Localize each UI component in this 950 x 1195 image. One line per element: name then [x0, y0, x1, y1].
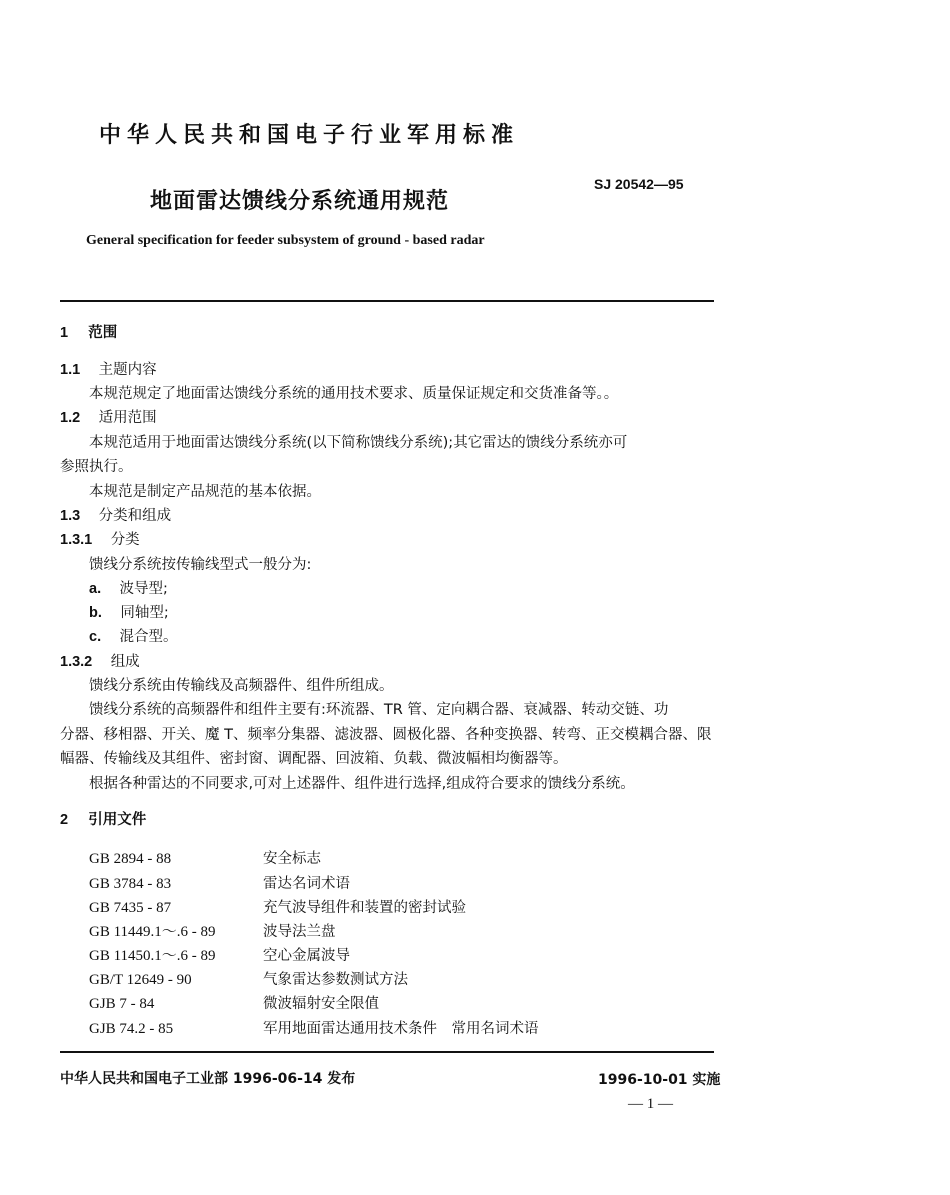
section-number: 2	[60, 812, 69, 828]
standard-type-heading: 中华人民共和国电子行业军用标准	[99, 123, 520, 148]
reference-title: 波导法兰盘	[263, 924, 336, 940]
section-title: 组成	[110, 654, 140, 670]
section-1-heading	[60, 321, 117, 342]
list-text: 同轴型;	[120, 605, 169, 621]
document-title-cn: 地面雷达馈线分系统通用规范	[150, 189, 450, 214]
reference-code: GB 11449.1～.6 - 89	[89, 924, 216, 940]
reference-code: GB 3784 - 83	[89, 876, 172, 892]
section-title: 分类	[110, 532, 140, 548]
section-1-3-1-heading	[60, 528, 140, 549]
list-text: 混合型。	[119, 629, 178, 645]
section-number: 1	[60, 325, 69, 341]
section-title: 主题内容	[98, 362, 157, 378]
section-number: 1.3	[60, 508, 81, 524]
effective-date: 1996-10-01 实施	[598, 1072, 721, 1088]
reference-code: GB 2894 - 88	[89, 851, 172, 867]
section-2-heading	[60, 808, 146, 829]
composition-paragraph-line: 分器、移相器、开关、魔 T、频率分集器、滤波器、圆极化器、各种变换器、转弯、正交模耦合器、限	[60, 727, 712, 743]
reference-code: GJB 7 - 84	[89, 996, 155, 1012]
reference-row	[89, 872, 350, 893]
list-item	[89, 625, 178, 646]
reference-title: 充气波导组件和装置的密封试验	[263, 900, 466, 916]
list-marker: c.	[89, 629, 102, 645]
reference-title: 微波辐射安全限值	[263, 996, 379, 1012]
list-marker: a.	[89, 581, 102, 597]
reference-title: 安全标志	[263, 851, 321, 867]
reference-code: GB 7435 - 87	[89, 900, 172, 916]
reference-row	[89, 896, 466, 917]
list-item	[89, 601, 169, 622]
section-title: 适用范围	[98, 410, 157, 426]
header-divider	[60, 300, 714, 302]
composition-paragraph-line: 幅器、传输线及其组件、密封窗、调配器、回波箱、负载、微波幅相均衡器等。	[60, 751, 568, 767]
reference-title: 空心金属波导	[263, 948, 350, 964]
section-1-3-2-heading	[60, 650, 140, 671]
page-number: — 1 —	[628, 1096, 673, 1112]
section-1-1-paragraph: 本规范规定了地面雷达馈线分系统的通用技术要求、质量保证规定和交货准备等。。	[89, 386, 619, 402]
classification-intro: 馈线分系统按传输线型式一般分为:	[89, 557, 312, 573]
reference-row	[89, 968, 408, 989]
reference-title: 雷达名词术语	[263, 876, 350, 892]
list-item	[89, 577, 168, 598]
reference-code: GB 11450.1～.6 - 89	[89, 948, 216, 964]
section-1-2-heading	[60, 406, 157, 427]
reference-code: GB/T 12649 - 90	[89, 972, 192, 988]
list-text: 波导型;	[119, 581, 168, 597]
reference-row	[89, 944, 350, 965]
reference-row	[89, 847, 321, 868]
reference-code: GJB 74.2 - 85	[89, 1021, 174, 1037]
section-1-2-paragraph-line: 参照执行。	[60, 459, 133, 475]
section-title: 引用文件	[88, 812, 147, 828]
reference-row	[89, 1017, 539, 1038]
section-title: 分类和组成	[98, 508, 172, 524]
footer-divider	[60, 1051, 714, 1053]
section-1-2-paragraph-line: 本规范适用于地面雷达馈线分系统(以下简称馈线分系统);其它雷达的馈线分系统亦可	[89, 435, 628, 451]
section-number: 1.2	[60, 410, 81, 426]
section-1-1-heading	[60, 358, 157, 379]
reference-title: 军用地面雷达通用技术条件 常用名词术语	[263, 1021, 539, 1037]
reference-row	[89, 992, 379, 1013]
reference-title: 气象雷达参数测试方法	[263, 972, 408, 988]
section-number: 1.3.2	[60, 654, 93, 670]
section-number: 1.1	[60, 362, 81, 378]
composition-paragraph: 馈线分系统由传输线及高频器件、组件所组成。	[89, 678, 394, 694]
document-code: SJ 20542—95	[594, 176, 684, 192]
section-1-2-paragraph: 本规范是制定产品规范的基本依据。	[89, 484, 321, 500]
section-number: 1.3.1	[60, 532, 93, 548]
section-1-3-heading	[60, 504, 171, 525]
section-title: 范围	[88, 325, 118, 341]
list-marker: b.	[89, 605, 102, 621]
issue-statement: 中华人民共和国电子工业部 1996-06-14 发布	[60, 1071, 356, 1087]
composition-paragraph: 根据各种雷达的不同要求,可对上述器件、组件进行选择,组成符合要求的馈线分系统。	[89, 776, 635, 792]
document-title-en: General specification for feeder subsystem of ground - based radar	[86, 233, 485, 248]
composition-paragraph-line: 馈线分系统的高频器件和组件主要有:环流器、TR 管、定向耦合器、衰减器、转动交链、功	[89, 702, 669, 718]
reference-row	[89, 920, 336, 941]
